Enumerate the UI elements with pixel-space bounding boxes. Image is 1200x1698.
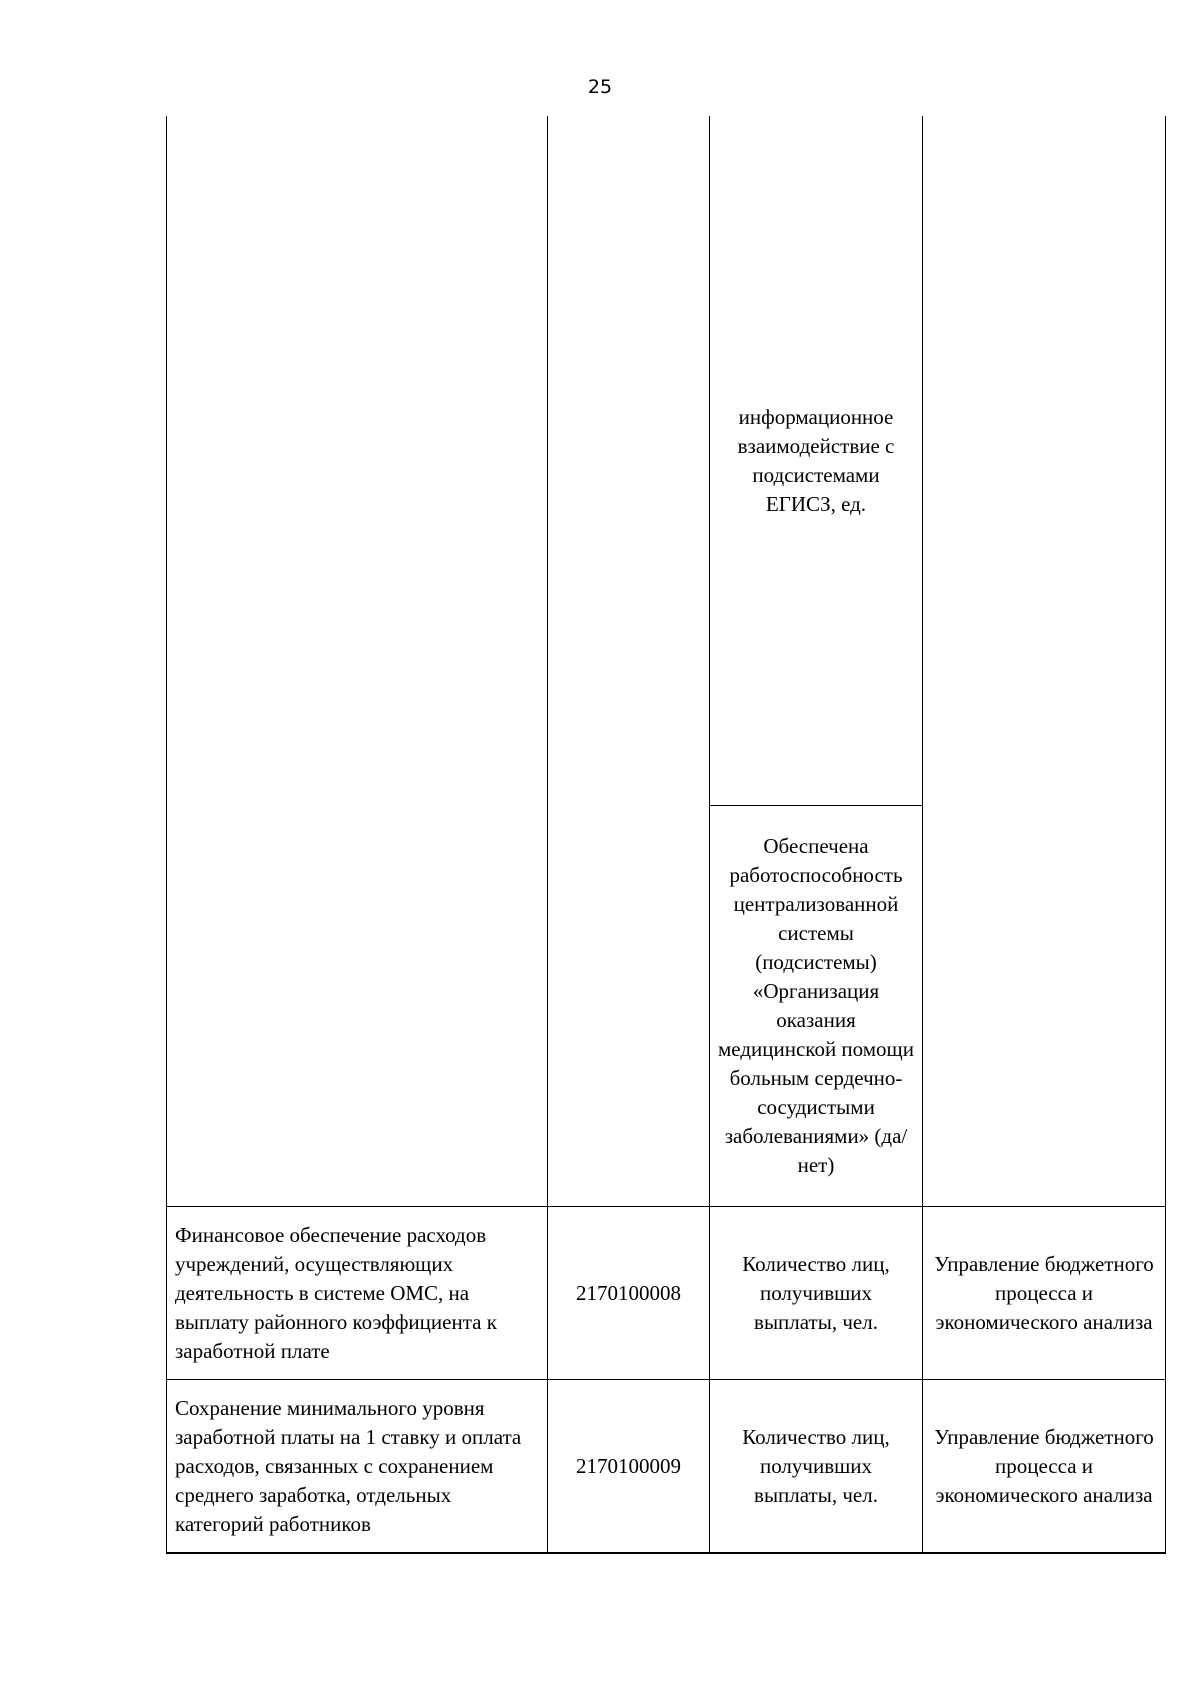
table-cell-name-empty	[167, 116, 548, 1207]
table-cell-responsible-empty	[923, 116, 1166, 1207]
table-cell-indicator	[710, 116, 923, 806]
measures-table	[166, 116, 1166, 1554]
table-cell-name: Финансовое обеспечение расходов учреждений, осуществляющих деятельность в системе ОМС, на выплату районного коэффициента к заработной плате	[167, 1207, 548, 1380]
table-cell-indicator	[710, 806, 923, 1207]
table-cell-responsible: Управление бюджетного процесса и экономического анализа	[923, 1207, 1166, 1380]
table-row	[167, 1380, 1166, 1554]
indicator-text: информационное взаимодействие с подсистемами ЕГИСЗ, ед.	[737, 404, 895, 516]
page-number: 25	[587, 76, 613, 98]
table-row-continuation-top	[167, 116, 1166, 806]
table-row	[167, 1207, 1166, 1380]
table-cell-code-empty	[548, 116, 710, 1207]
indicator-text: Обеспечена работоспособность централизованной системы (подсистемы) «Организация оказания медицинской помощи больным сердечно-сосудистыми заболеваниями» (да/нет)	[718, 834, 914, 1177]
table-cell-indicator: Количество лиц, получивших выплаты, чел.	[710, 1380, 923, 1554]
table-cell-code: 2170100009	[548, 1380, 710, 1554]
table-cell-responsible: Управление бюджетного процесса и экономического анализа	[923, 1380, 1166, 1554]
table-cell-name: Сохранение минимального уровня заработной платы на 1 ставку и оплата расходов, связанных с сохранением среднего заработка, отдельных категорий работников	[167, 1380, 548, 1554]
table-cell-code: 2170100008	[548, 1207, 710, 1380]
table-cell-indicator: Количество лиц, получивших выплаты, чел.	[710, 1207, 923, 1380]
